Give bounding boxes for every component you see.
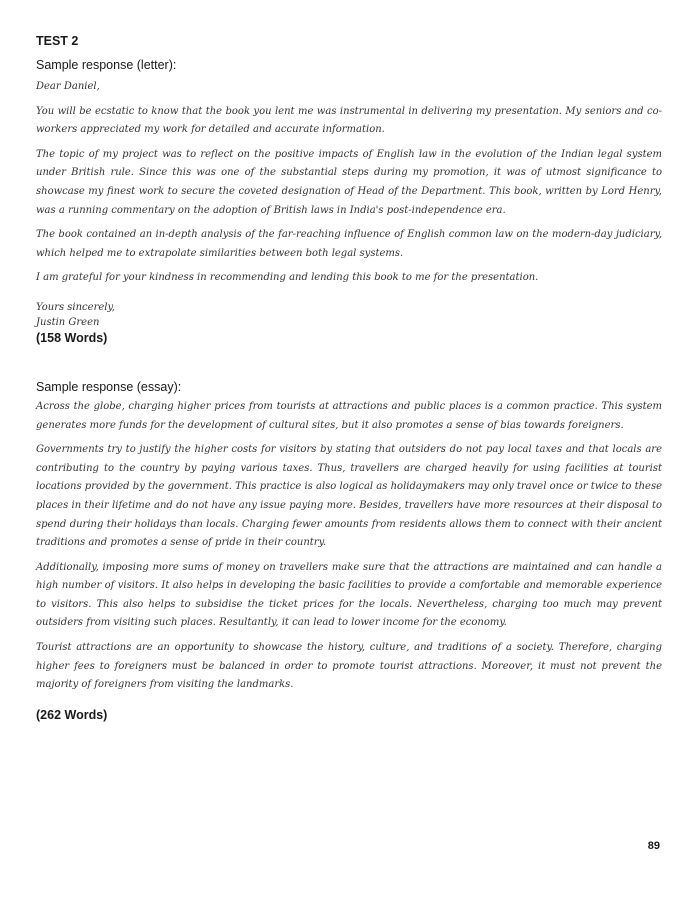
essay-paragraph-4: Tourist attractions are an opportunity to showcase the history, culture, and traditions of a society. Therefore, charging higher fees to foreigners must be balanced in order to promote tourist attractions. Moreover, it must not prevent the majority of foreigners from visiting the landmarks. bbox=[36, 642, 662, 691]
letter-paragraph-4: I am grateful for your kindness in recommending and lending this book to me for the presentation. bbox=[36, 272, 539, 284]
letter-closing: Yours sincerely, bbox=[36, 301, 115, 313]
test-title: TEST 2 bbox=[36, 34, 79, 48]
letter-paragraph-3: The book contained an in-depth analysis of the far-reaching influence of English common law on the modern-day judiciary, which helped me to extrapolate similarities between both legal systems. bbox=[36, 229, 662, 259]
letter-signature: Justin Green bbox=[36, 316, 100, 328]
letter-paragraph-1: You will be ecstatic to know that the book you lent me was instrumental in delivering my presentation. My seniors and co-workers appreciated my work for detailed and accurate information. bbox=[36, 105, 662, 136]
essay-paragraph-1: Across the globe, charging higher prices from tourists at attractions and public places is a common practice. This system generates more funds for the development of cultural sites, but it also promotes a sense of bias towards foreigners. bbox=[36, 400, 662, 431]
essay-word-count: (262 Words) bbox=[36, 707, 108, 722]
page-content bbox=[36, 33, 662, 723]
letter-salutation: Dear Daniel, bbox=[36, 81, 100, 92]
essay-paragraph-2: Governments try to justify the higher costs for visitors by stating that outsiders do not pay local taxes and that locals are contributing to the country by paying various taxes. Thus, travellers are charged heavily for using facilities at tourist locations provided by the government. This practice is also logical as holidaymakers may only travel once or twice to these places in their lifetime and do not have any issue paying more. Besides, travellers have more resources at their disposal to spend during their holidays than locals. Charging fewer amounts from residents allows them to connect with their ancient traditions and promotes a sense of pride in their country. bbox=[36, 444, 662, 549]
page-number: 89 bbox=[647, 840, 660, 852]
letter-paragraph-2: The topic of my project was to reflect on the positive impacts of English law in the evolution of the Indian legal system under British rule. Since this was one of the substantial steps during my promotion, it was of utmost significance to showcase my finest work to secure the coveted designation of Head of the Department. This book, written by Lord Henry, was a running commentary on the adoption of British laws in India's post-independence era. bbox=[36, 148, 662, 216]
letter-word-count: (158 Words) bbox=[36, 330, 108, 345]
essay-paragraph-3: Additionally, imposing more sums of money on travellers make sure that the attractions are maintained and can handle a high number of visitors. It also helps in developing the basic facilities to provide a comfortable and memorable experience to visitors. This also helps to subsidise the ticket prices for the locals. Nevertheless, charging too much may prevent outsiders from visiting such places. Resultantly, it can lead to lower income for the economy. bbox=[36, 561, 662, 629]
letter-heading: Sample response (letter): bbox=[36, 58, 177, 72]
essay-heading: Sample response (essay): bbox=[36, 379, 182, 394]
